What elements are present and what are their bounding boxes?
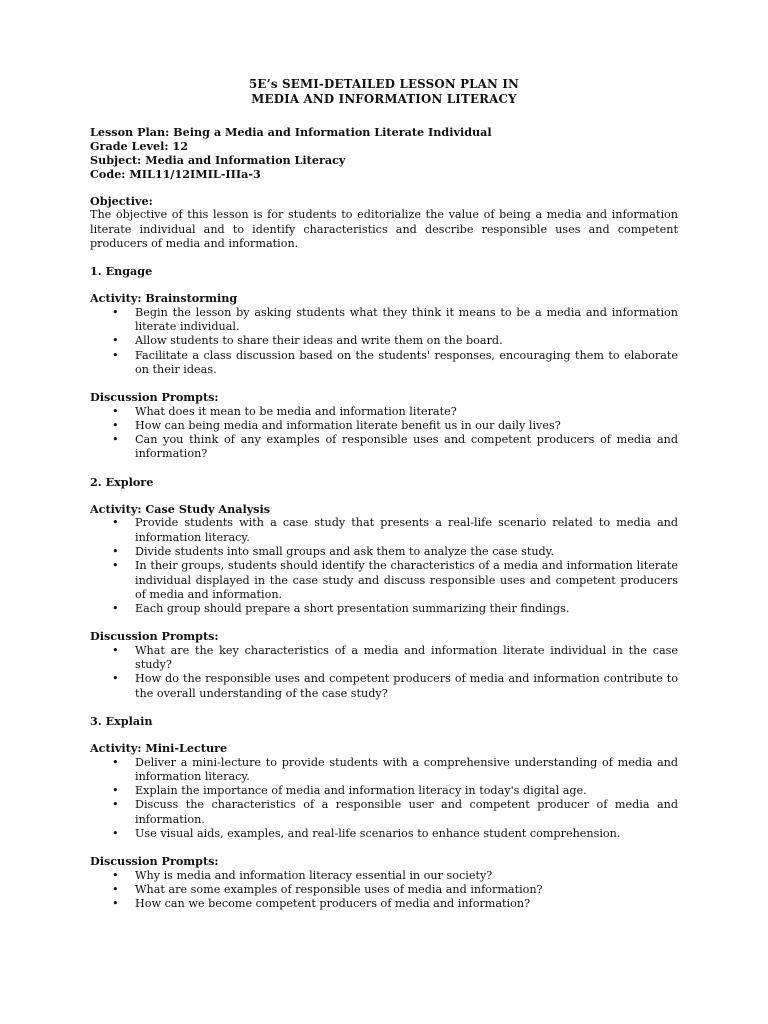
explore-activity-list (90, 516, 678, 616)
activity-heading-explain: Activity: Mini-Lecture (90, 741, 228, 756)
list-item: • In their groups, students should identify the characteristics of a media and information literate individual displayed in the case study and discuss responsible uses and competent producers of media and information. (90, 559, 678, 602)
list-item: • Deliver a mini-lecture to provide students with a comprehensive understanding of media and information literacy. (90, 756, 678, 785)
list-item: • Allow students to share their ideas and write them on the board. (90, 334, 678, 348)
section-heading-explore: 2. Explore (90, 474, 154, 489)
objective-text: The objective of this lesson is for students to editorialize the value of being a media and information literate individual and to identify characteristics and describe responsible uses and competent producers of media and information. (90, 208, 678, 250)
activity-heading-engage: Activity: Brainstorming (90, 291, 238, 306)
list-item: • Facilitate a class discussion based on the students' responses, encouraging them to elaborate on their ideas. (90, 349, 678, 378)
list-item: • How do the responsible uses and competent producers of media and information contribute to the overall understanding of the case study? (90, 672, 678, 701)
meta-code: Code: MIL11/12IMIL-IIIa-3 (90, 167, 261, 181)
list-item: • How can being media and information literate benefit us in our daily lives? (90, 419, 678, 433)
list-item: • Begin the lesson by asking students what they think it means to be a media and information literate individual. (90, 306, 678, 335)
list-item: • Discuss the characteristics of a responsible user and competent producer of media and information. (90, 798, 678, 827)
title-line-2: MEDIA AND INFORMATION LITERACY (251, 92, 517, 106)
engage-activity-list (90, 306, 678, 377)
document-title (90, 77, 678, 107)
meta-subject: Subject: Media and Information Literacy (90, 153, 346, 167)
prompts-heading-explain: Discussion Prompts: (90, 854, 219, 869)
list-item: • What are the key characteristics of a media and information literate individual in the case study? (90, 644, 678, 673)
prompts-heading-explore: Discussion Prompts: (90, 629, 219, 644)
list-item: • Each group should prepare a short presentation summarizing their findings. (90, 602, 678, 616)
engage-prompts-list (90, 405, 678, 462)
objective-heading: Objective: (90, 194, 153, 208)
meta-lesson-plan: Lesson Plan: Being a Media and Information Literate Individual (90, 125, 492, 139)
activity-heading-explore: Activity: Case Study Analysis (90, 502, 271, 517)
explain-activity-list (90, 756, 678, 842)
lesson-meta (90, 125, 678, 181)
section-heading-explain: 3. Explain (90, 713, 153, 728)
meta-grade-level: Grade Level: 12 (90, 139, 188, 153)
list-item: • Provide students with a case study that presents a real-life scenario related to media and information literacy. (90, 516, 678, 545)
explain-prompts-list (90, 869, 678, 912)
list-item: • How can we become competent producers of media and information? (90, 897, 678, 911)
title-line-1: 5E’s SEMI-DETAILED LESSON PLAN IN (248, 77, 520, 91)
list-item: • What does it mean to be media and information literate? (90, 405, 678, 419)
list-item: • Explain the importance of media and information literacy in today's digital age. (90, 784, 678, 798)
list-item: • Divide students into small groups and ask them to analyze the case study. (90, 545, 678, 559)
list-item: • What are some examples of responsible uses of media and information? (90, 883, 678, 897)
list-item: • Can you think of any examples of responsible uses and competent producers of media and information? (90, 433, 678, 462)
list-item: • Why is media and information literacy essential in our society? (90, 869, 678, 883)
prompts-heading-engage: Discussion Prompts: (90, 390, 219, 405)
list-item: • Use visual aids, examples, and real-life scenarios to enhance student comprehension. (90, 827, 678, 841)
section-heading-engage: 1. Engage (90, 264, 153, 279)
explore-prompts-list (90, 644, 678, 701)
